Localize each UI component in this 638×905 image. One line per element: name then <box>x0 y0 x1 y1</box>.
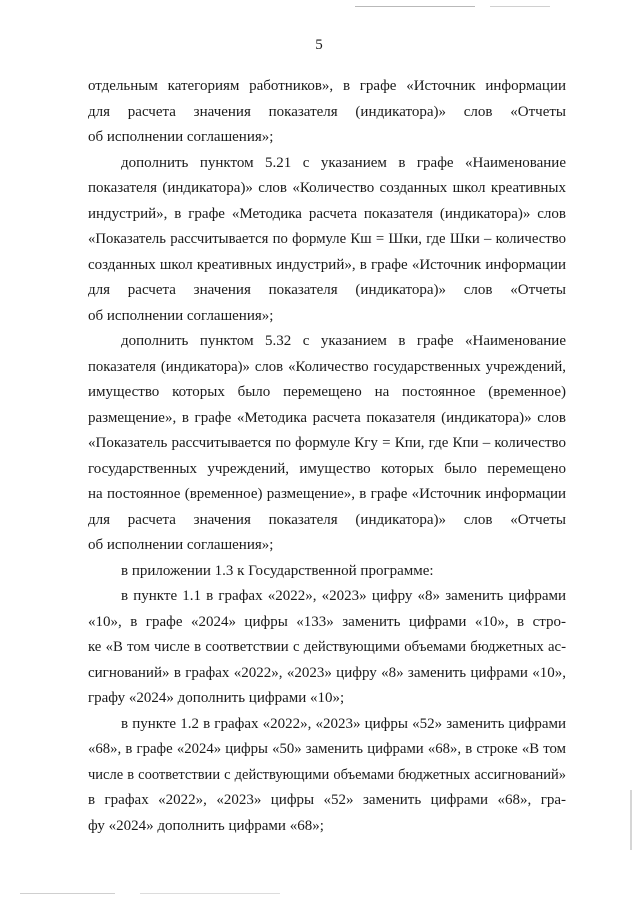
page-number: 5 <box>315 37 323 53</box>
text-line: индустрий», в графе «Методика расчета показателя (индикатора)» слов <box>88 206 566 222</box>
text-line: в приложении 1.3 к Государственной программе: <box>121 563 434 579</box>
text-line: показателя (индикатора)» слов «Количество созданных школ креативных <box>88 180 566 196</box>
text-line: отдельным категориям работников», в графе «Источник информации <box>88 78 566 94</box>
text-line: в пункте 1.1 в графах «2022», «2023» цифру «8» заменить цифрами <box>121 588 566 604</box>
text-line: фу «2024» дополнить цифрами «68»; <box>88 818 324 834</box>
scan-artifact <box>355 6 475 7</box>
text-line: об исполнении соглашения»; <box>88 537 274 553</box>
text-line: для расчета значения показателя (индикатора)» слов «Отчеты <box>88 512 566 528</box>
text-line: числе в соответствии с действующими объемами бюджетных ассигнований» <box>88 767 566 783</box>
text-line: «10», в графе «2024» цифры «133» заменить цифрами «10», в стро- <box>88 614 566 630</box>
scan-artifact <box>20 893 115 894</box>
text-line: показателя (индикатора)» слов «Количество государственных учреждений, <box>88 359 566 375</box>
text-line: ке «В том числе в соответствии с действующими объемами бюджетных ас- <box>88 639 566 655</box>
text-line: в пункте 1.2 в графах «2022», «2023» цифры «52» заменить цифрами <box>121 716 566 732</box>
text-line: для расчета значения показателя (индикатора)» слов «Отчеты <box>88 282 566 298</box>
text-line: об исполнении соглашения»; <box>88 308 274 324</box>
text-line: «Показатель рассчитывается по формуле Кгу = Кпи, где Кпи – количество <box>88 435 566 451</box>
text-line: государственных учреждений, имущество которых было перемещено <box>88 461 566 477</box>
text-line: дополнить пунктом 5.32 с указанием в графе «Наименование <box>121 333 566 349</box>
text-line: имущество которых было перемещено на постоянное (временное) <box>88 384 566 400</box>
text-line: созданных школ креативных индустрий», в графе «Источник информации <box>88 257 566 273</box>
text-line: графу «2024» дополнить цифрами «10»; <box>88 690 345 706</box>
text-line: размещение», в графе «Методика расчета показателя (индикатора)» слов <box>88 410 566 426</box>
text-line: в графах «2022», «2023» цифры «52» заменить цифрами «68», гра- <box>88 792 566 808</box>
scan-artifact <box>490 6 550 7</box>
scan-artifact <box>630 790 632 850</box>
text-line: «68», в графе «2024» цифры «50» заменить цифрами «68», в строке «В том <box>88 741 566 757</box>
text-line: дополнить пунктом 5.21 с указанием в графе «Наименование <box>121 155 566 171</box>
text-line: об исполнении соглашения»; <box>88 129 274 145</box>
text-line: на постоянное (временное) размещение», в графе «Источник информации <box>88 486 566 502</box>
text-line: для расчета значения показателя (индикатора)» слов «Отчеты <box>88 104 566 120</box>
scan-artifact <box>140 893 280 894</box>
text-line: «Показатель рассчитывается по формуле Кш = Шки, где Шки – количество <box>88 231 566 247</box>
text-line: сигнований» в графах «2022», «2023» цифру «8» заменить цифрами «10», <box>88 665 566 681</box>
